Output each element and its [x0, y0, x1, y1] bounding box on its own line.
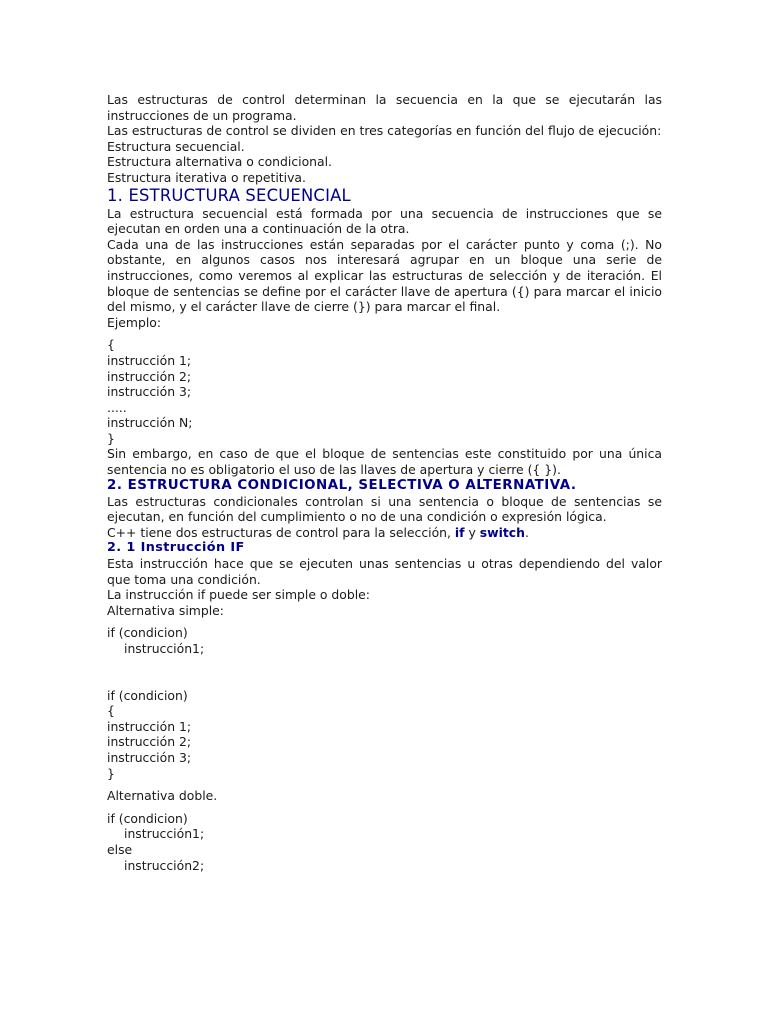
- code-line: instrucción 1;: [107, 352, 192, 368]
- simple-alternative-label: Alternativa simple:: [107, 602, 224, 618]
- code-line: instrucción1;: [124, 641, 205, 656]
- code-line: }: [107, 765, 115, 781]
- condicional-paragraph-1: Las estructuras condicionales controlan si una sentencia o bloque de sentencias se ejecutan, en función del cumplimiento o no de una condición o expresión lógica.: [107, 493, 662, 525]
- keyword-if: if: [454, 524, 465, 540]
- code-line: instrucción 2;: [107, 734, 192, 750]
- if-paragraph-1: Esta instrucción hace que se ejecuten unas sentencias u otras dependiendo del valor que toma una condición.: [107, 556, 662, 587]
- code-line: instrucción 1;: [107, 718, 192, 734]
- section-heading-secuencial: 1. ESTRUCTURA SECUENCIAL: [107, 185, 351, 205]
- condicional-paragraph-2-end: .: [524, 524, 529, 540]
- code-line: if (condicion): [107, 625, 188, 641]
- if-paragraph-2: La instrucción if puede ser simple o doble:: [107, 587, 370, 603]
- code-line: instrucción 2;: [107, 368, 192, 384]
- intro-paragraph-1: Las estructuras de control determinan la secuencia en la que se ejecutarán las instrucciones de un programa.: [107, 92, 662, 123]
- code-line: }: [107, 430, 115, 446]
- code-block-secuencial: [107, 337, 662, 446]
- code-line: if (condicion): [107, 687, 188, 703]
- condicional-paragraph-2-start: C++ tiene dos estructuras de control para la selección,: [107, 524, 455, 540]
- code-block-double: [107, 811, 662, 873]
- code-line: .....: [107, 399, 127, 415]
- condicional-paragraph-2-mid: y: [464, 524, 480, 540]
- code-line: if (condicion): [107, 810, 188, 826]
- intro-paragraph-2: Las estructuras de control se dividen en tres categorías en función del flujo de ejecución:: [107, 123, 662, 139]
- code-line: instrucción1;: [124, 826, 205, 842]
- secuencial-paragraph-3: Sin embargo, en caso de que el bloque de sentencias este constituido por una única sentencia no es obligatorio el uso de las llaves de apertura y cierre ({ }).: [107, 446, 662, 478]
- code-line: instrucción2;: [124, 857, 205, 873]
- document-page: [107, 92, 662, 873]
- secuencial-paragraph-1: La estructura secuencial está formada por una secuencia de instrucciones que se ejecutan en orden una a continuación de la otra.: [107, 205, 662, 237]
- code-line: {: [107, 337, 115, 353]
- condicional-paragraph-2: [107, 525, 662, 541]
- code-line: instrucción 3;: [107, 384, 192, 400]
- code-block-simple-2: [107, 688, 662, 782]
- section-heading-condicional: 2. ESTRUCTURA CONDICIONAL, SELECTIVA O ALTERNATIVA.: [107, 477, 577, 493]
- subsection-heading-if: 2. 1 Instrucción IF: [107, 540, 245, 556]
- code-block-simple-1: [107, 625, 662, 656]
- code-line: else: [107, 841, 133, 857]
- code-line: instrucción 3;: [107, 749, 192, 765]
- intro-list-item: Estructura alternativa o condicional.: [107, 154, 332, 170]
- intro-list-item: Estructura secuencial.: [107, 138, 245, 154]
- intro-list-item: Estructura iterativa o repetitiva.: [107, 169, 306, 185]
- code-line: {: [107, 703, 115, 719]
- keyword-switch: switch: [479, 524, 525, 540]
- secuencial-paragraph-2: Cada una de las instrucciones están separadas por el carácter punto y coma (;). No obstante, en algunos casos nos interesará agrupar en un bloque una serie de instrucciones, como veremos al explicar las estructuras de selección y de iteración. El bloque de sentencias se define por el carácter llave de apertura ({) para marcar el inicio del mismo, y el carácter llave de cierre (}) para marcar el final.: [107, 236, 662, 315]
- example-label: Ejemplo:: [107, 314, 162, 330]
- double-alternative-label: Alternativa doble.: [107, 788, 218, 804]
- code-line: instrucción N;: [107, 415, 193, 431]
